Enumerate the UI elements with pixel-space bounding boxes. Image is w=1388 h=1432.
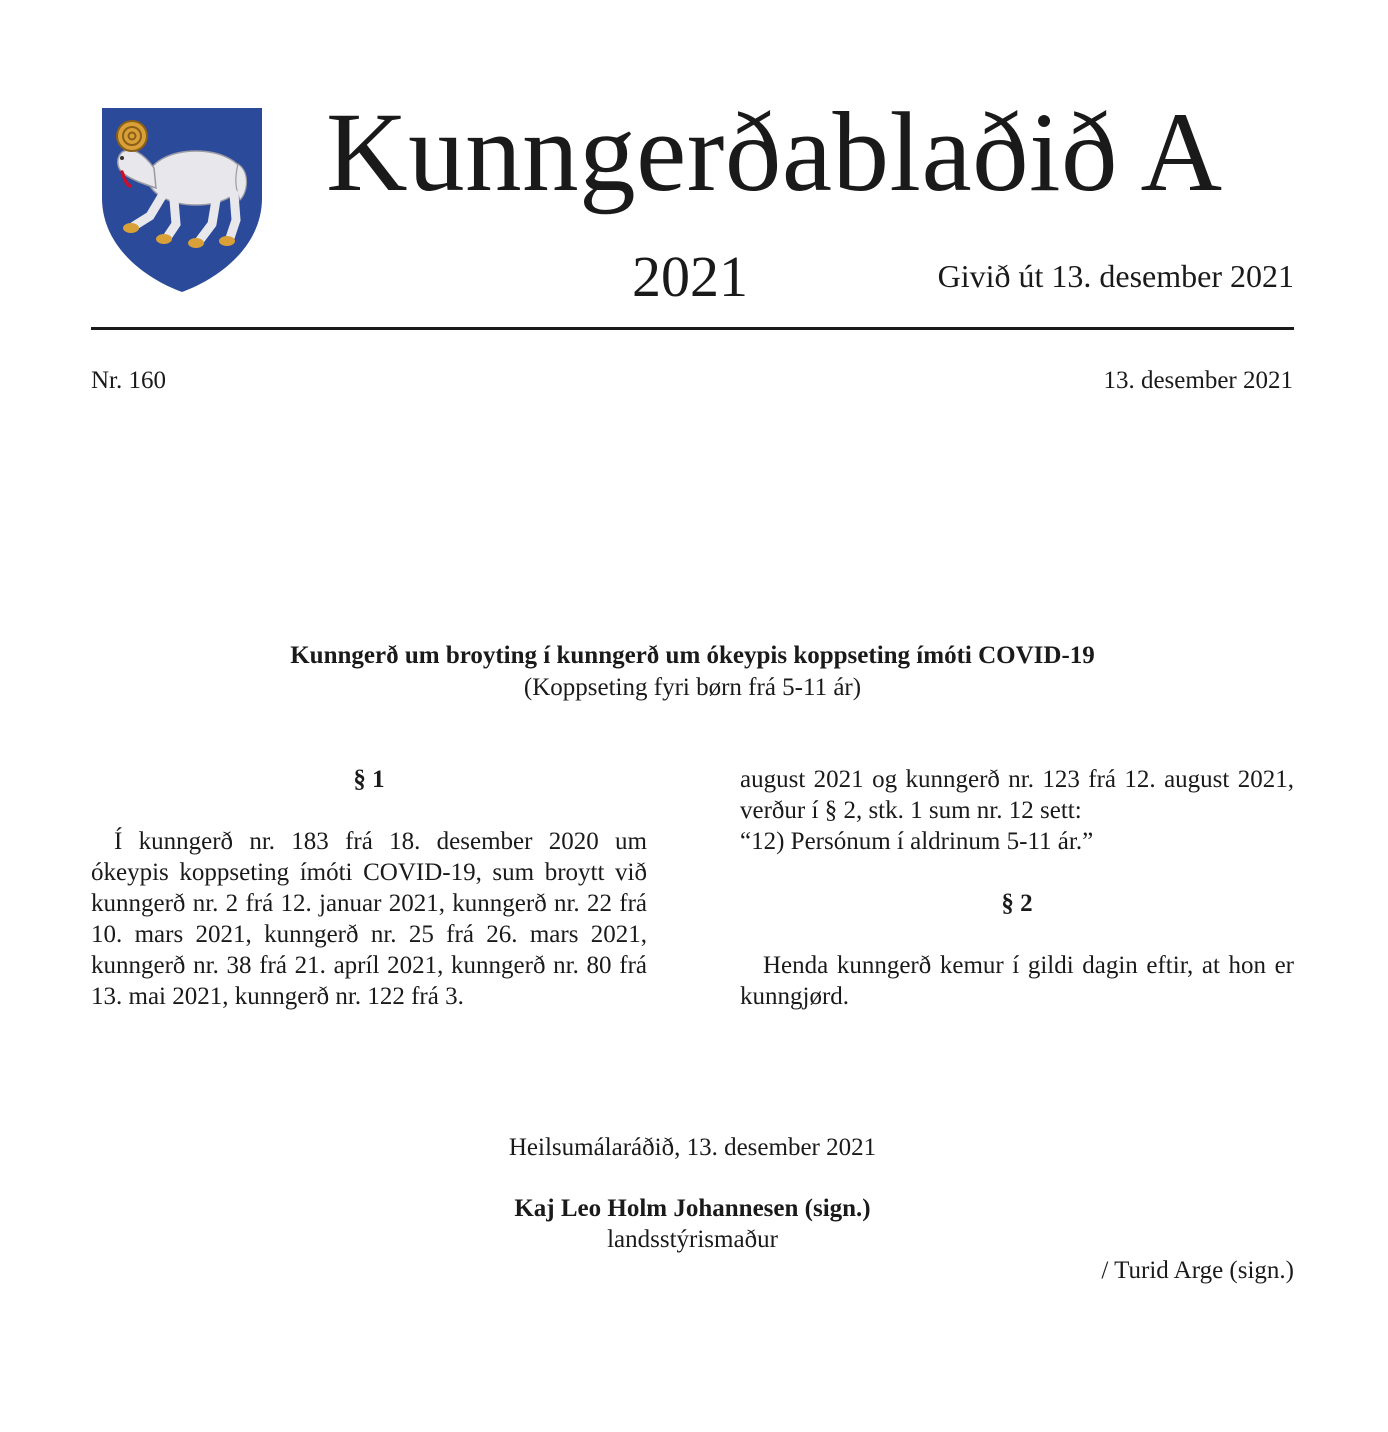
section-1-text: Í kunngerð nr. 183 frá 18. desember 2020 um ókeypis koppseting ímóti COVID-19, sum broytt við kunngerð nr. 2 frá 12. januar 2021, kunngerð nr. 22 frá 10. mars 2021, kunngerð nr. 25 frá 26. mars 2021, kunngerð nr. 38 frá 21. apríl 2021, kunngerð nr. 80 frá 13. mai 2021, kunngerð nr. 122 frá 3. (91, 828, 647, 1010)
section-1-quote: “12) Persónum í aldrinum 5-11 ár.” (740, 828, 1094, 855)
publication-title: Kunngerðablaðið A (326, 90, 1223, 215)
document-subtitle: (Koppseting fyri børn frá 5-11 ár) (523, 674, 862, 701)
signature-place-date: Heilsumálaráðið, 13. desember 2021 (508, 1134, 877, 1161)
right-column (740, 764, 1294, 1012)
document-title: Kunngerð um broyting í kunngerð um ókeypis koppseting ímóti COVID-19 (290, 642, 1095, 669)
countersignature: / Turid Arge (sign.) (1101, 1257, 1294, 1284)
section-2-text: Henda kunngerð kemur í gildi dagin eftir, at hon er kunngjørd. (740, 952, 1294, 1010)
section-1-heading: § 1 (353, 766, 385, 793)
signatory-role: landsstýrismaður (607, 1226, 778, 1253)
document-date: 13. desember 2021 (1103, 367, 1293, 394)
document-number: Nr. 160 (91, 367, 166, 394)
header-divider (91, 327, 1294, 330)
publication-year: 2021 (632, 244, 748, 309)
document-title-block (91, 640, 1294, 704)
section-2-heading: § 2 (1001, 890, 1033, 917)
section-1-text-continued: august 2021 og kunngerð nr. 123 frá 12. august 2021, verður í § 2, stk. 1 sum nr. 12 sett: (740, 766, 1294, 824)
signatory-name: Kaj Leo Holm Johannesen (sign.) (514, 1195, 871, 1222)
coat-of-arms-icon (100, 106, 264, 294)
left-column (91, 764, 647, 1012)
issue-date: Givið út 13. desember 2021 (937, 258, 1294, 294)
